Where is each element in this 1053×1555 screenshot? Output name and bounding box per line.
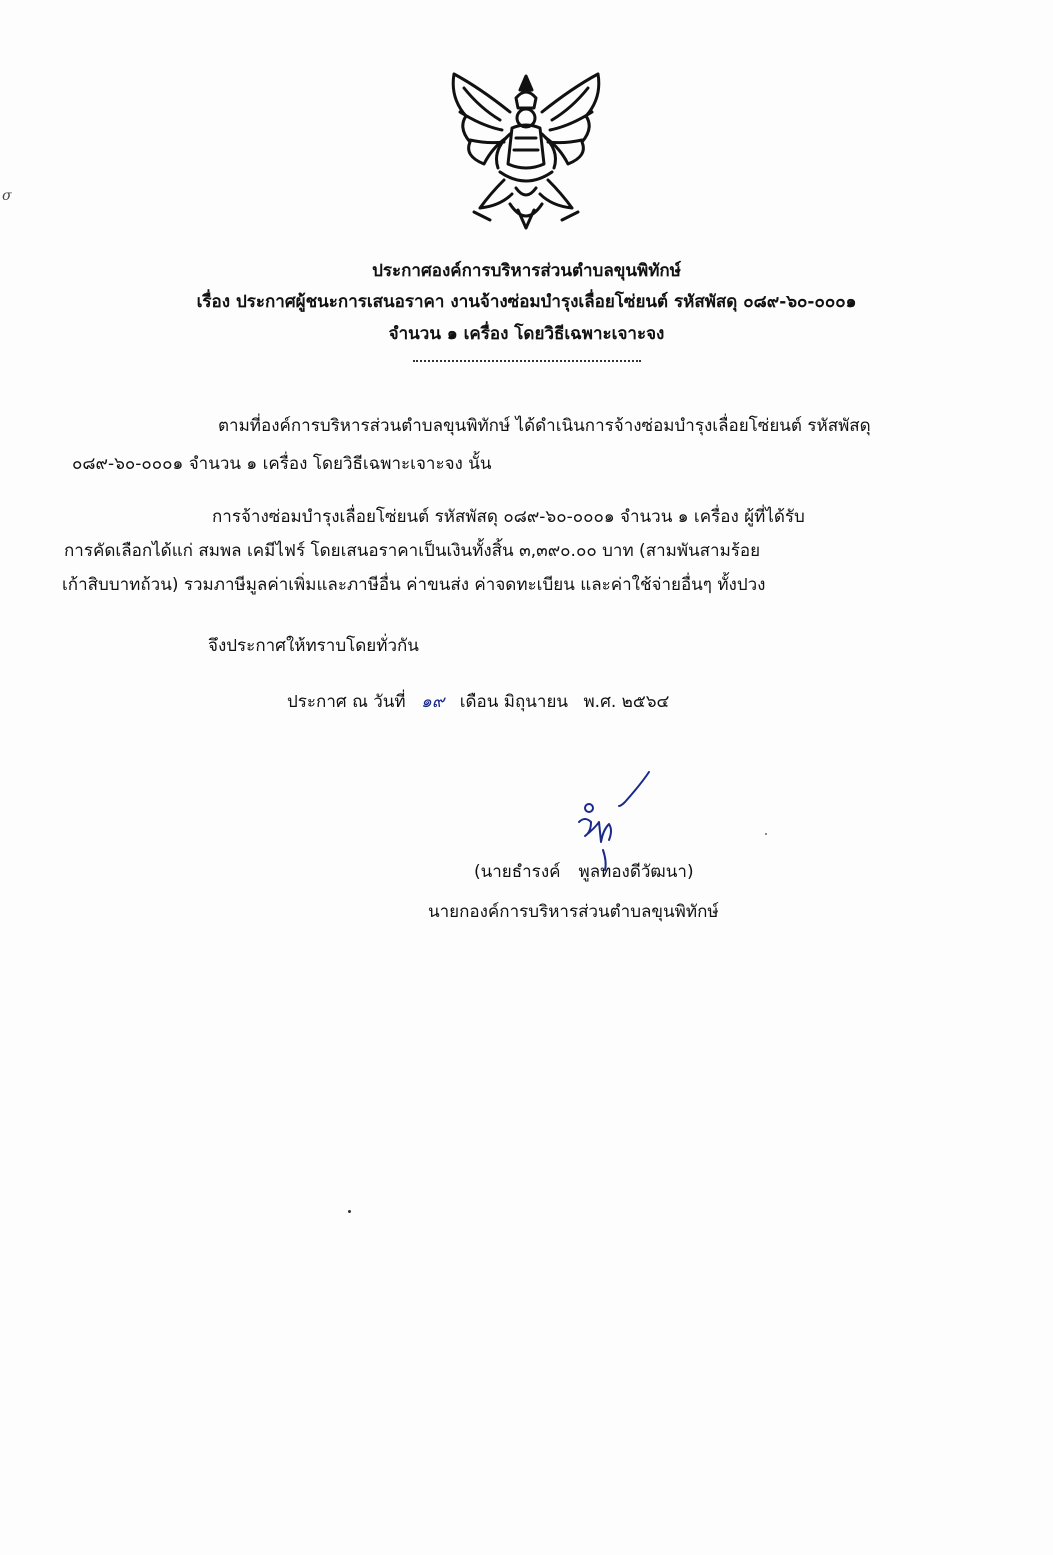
paragraph-2-line-2: การคัดเลือกได้แก่ สมพล เคมีไฟร์ โดยเสนอราคาเป็นเงินทั้งสิ้น ๓,๓๙๐.๐๐ บาท (สามพันสามร้อย (64, 541, 761, 561)
speck (348, 1210, 351, 1213)
date-prefix: ประกาศ ณ วันที่ (287, 692, 406, 712)
signer-name (474, 858, 694, 885)
announcement-subject: เรื่อง ประกาศผู้ชนะการเสนอราคา งานจ้างซ่อมบำรุงเลื่อยโซ่ยนต์ รหัสพัสดุ ๐๘๙-๖๐-๐๐๐๑ (196, 292, 857, 312)
speck (765, 833, 767, 835)
closing-statement: จึงประกาศให้ทราบโดยทั่วกัน (208, 636, 419, 656)
date-month: เดือน มิถุนายน (459, 692, 569, 712)
signer-position: นายกองค์การบริหารส่วนตำบลขุนพิทักษ์ (428, 902, 719, 922)
announcement-date (287, 688, 679, 715)
paragraph-1-line-1: ตามที่องค์การบริหารส่วนตำบลขุนพิทักษ์ ได้ดำเนินการจ้างซ่อมบำรุงเลื่อยโซ่ยนต์ รหัสพัสดุ (218, 416, 871, 436)
paragraph-2-line-1: การจ้างซ่อมบำรุงเลื่อยโซ่ยนต์ รหัสพัสดุ ๐๘๙-๖๐-๐๐๐๑ จำนวน ๑ เครื่อง ผู้ที่ได้รับ (212, 507, 805, 527)
announcement-subject-continued: จำนวน ๑ เครื่อง โดยวิธีเฉพาะเจาะจง (388, 324, 665, 344)
announcement-title: ประกาศองค์การบริหารส่วนตำบลขุนพิทักษ์ (372, 261, 681, 281)
paragraph-1-line-2: ๐๘๙-๖๐-๐๐๐๑ จำนวน ๑ เครื่อง โดยวิธีเฉพาะเจาะจง นั้น (72, 454, 492, 474)
stray-mark: σ (2, 188, 12, 204)
signer-name-last: พูลทองดีวัฒนา) (578, 862, 694, 882)
dotted-divider (413, 360, 641, 362)
signer-name-first: (นายธำรงค์ (474, 862, 561, 882)
garuda-emblem-icon (440, 68, 612, 236)
date-year: พ.ศ. ๒๕๖๔ (583, 692, 670, 712)
date-day-handwritten: ๑๙ (421, 692, 445, 712)
paragraph-2-line-3: เก้าสิบบาทถ้วน) รวมภาษีมูลค่าเพิ่มและภาษีอื่น ค่าขนส่ง ค่าจดทะเบียน และค่าใช้จ่ายอื่นๆ ทั้งปวง (62, 575, 766, 595)
